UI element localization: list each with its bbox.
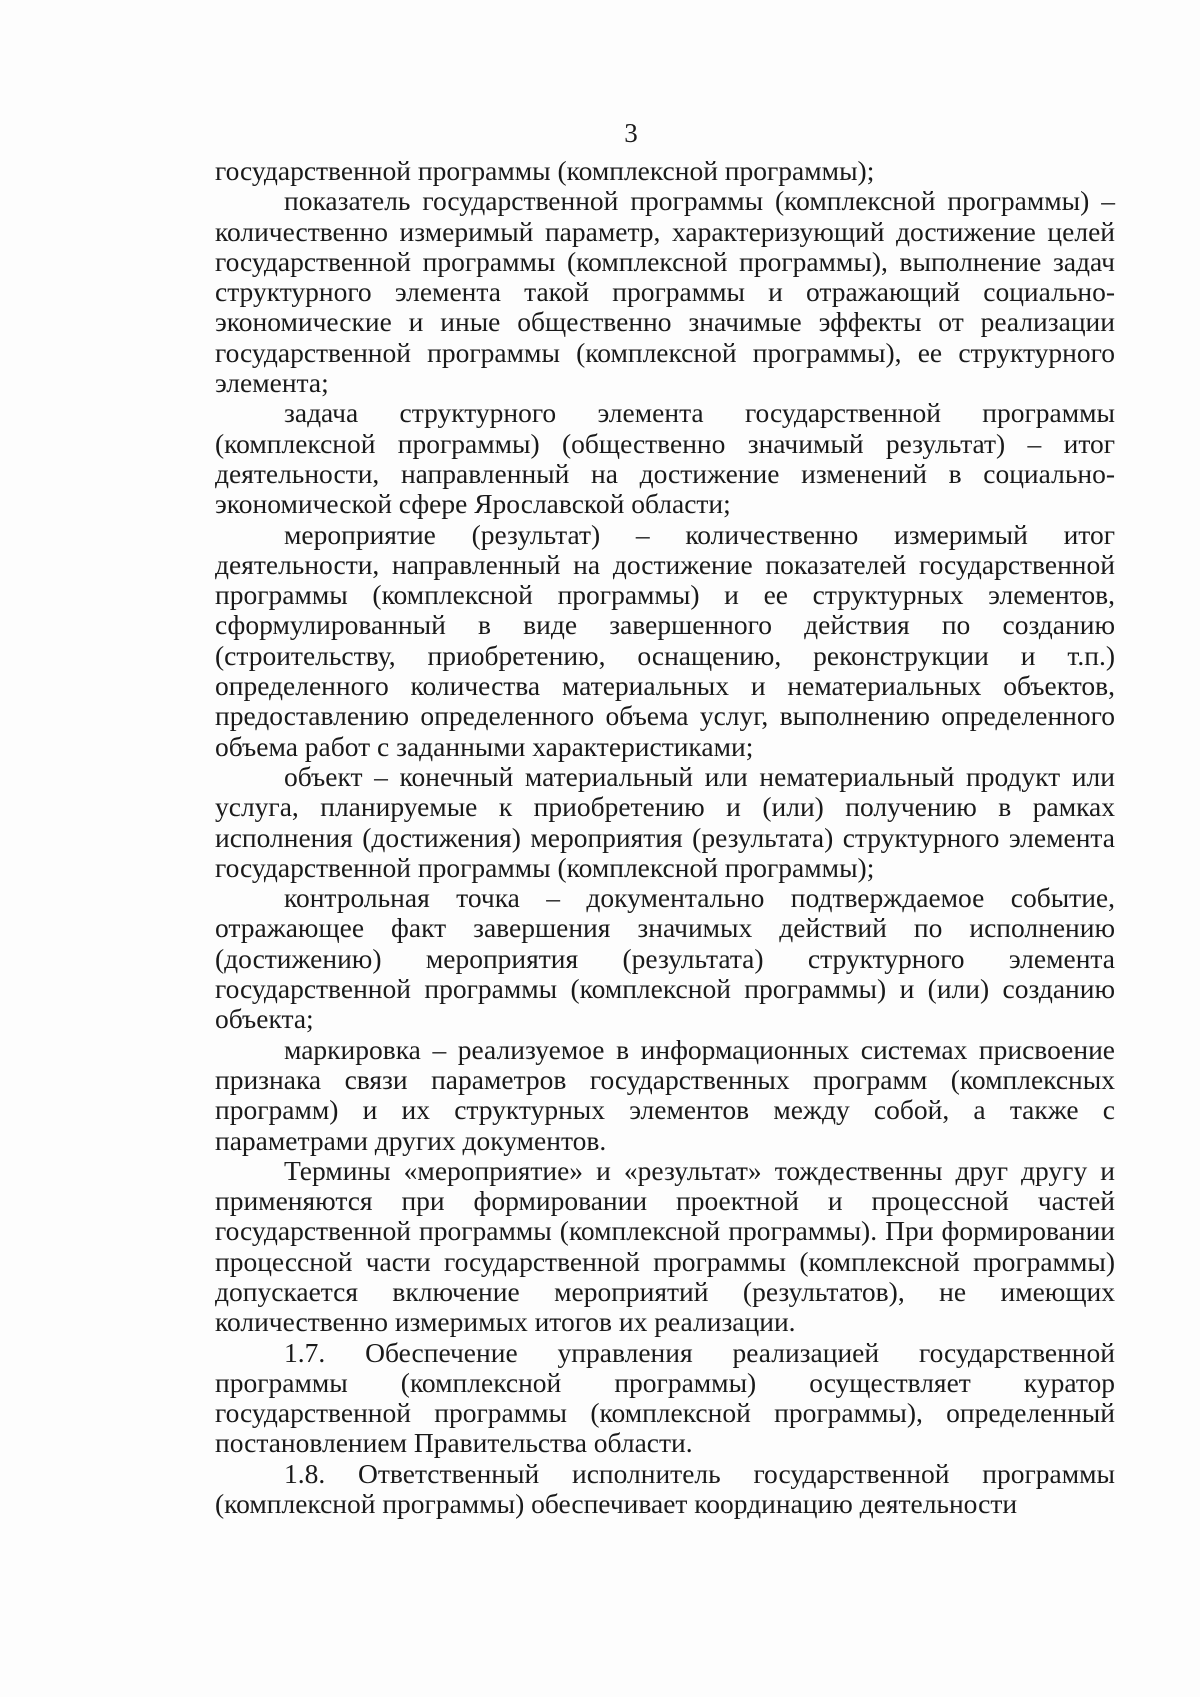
paragraph-task-definition: задача структурного элемента государственной программы (комплексной программы) (общественно значимый результат) – итог деятельности, направленный на достижение изменений в социально-экономической сфере Ярославской области; [215,397,1115,520]
document-body [215,156,1115,1519]
paragraph-section-1-7: 1.7. Обеспечение управления реализацией государственной программы (комплексной программы) осуществляет куратор государственной программы (комплексной программы), определенный постановлением Правительства области. [215,1336,1115,1459]
paragraph-continuation: государственной программы (комплексной программы); [215,155,875,186]
paragraph-indicator-definition: показатель государственной программы (комплексной программы) – количественно измеримый параметр, характеризующий достижение целей государственной программы (комплексной программы), выполнение задач структурного элемента такой программы и отражающий социально-экономические и иные общественно значимые эффекты от реализации государственной программы (комплексной программы), ее структурного элемента; [215,185,1115,399]
page-number: 3 [624,118,638,148]
paragraph-section-1-8: 1.8. Ответственный исполнитель государственной программы (комплексной программы) обеспечивает координацию деятельности [215,1457,1115,1520]
paragraph-checkpoint-definition: контрольная точка – документально подтверждаемое событие, отражающее факт завершения значимых действий по исполнению (достижению) мероприятия (результата) структурного элемента государственной программы (комплексной программы) и (или) созданию объекта; [215,882,1115,1035]
paragraph-measure-definition: мероприятие (результат) – количественно измеримый итог деятельности, направленный на достижение показателей государственной программы (комплексной программы) и ее структурных элементов, сформулированный в виде завершенного действия по созданию (строительству, приобретению, оснащению, реконструкции и т.п.) определенного количества материальных и нематериальных объектов, предоставлению определенного объема услуг, выполнению определенного объема работ с заданными характеристиками; [215,518,1115,762]
paragraph-object-definition: объект – конечный материальный или нематериальный продукт или услуга, планируемые к приобретению и (или) получению в рамках исполнения (достижения) мероприятия (результата) структурного элемента государственной программы (комплексной программы); [215,760,1115,883]
paragraph-marking-definition: маркировка – реализуемое в информационных системах присвоение признака связи параметров государственных программ (комплексных программ) и их структурных элементов между собой, а также с параметрами других документов. [215,1033,1115,1156]
paragraph-terms-note: Термины «мероприятие» и «результат» тождественны друг другу и применяются при формировании проектной и процессной частей государственной программы (комплексной программы). При формировании процессной части государственной программы (комплексной программы) допускается включение мероприятий (результатов), не имеющих количественно измеримых итогов их реализации. [215,1154,1115,1338]
